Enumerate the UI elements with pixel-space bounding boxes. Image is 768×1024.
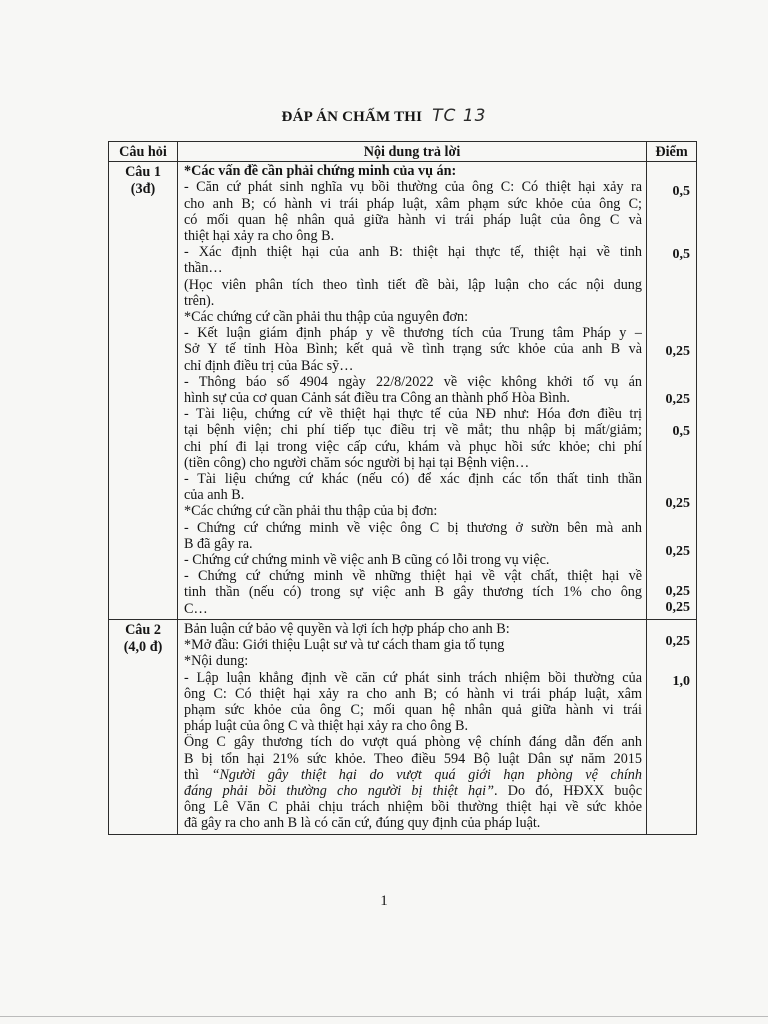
question-2-label: Câu 2: [125, 621, 161, 638]
question-2-content: [178, 619, 647, 834]
quote-line: [184, 783, 642, 799]
table-row-question-2: [109, 619, 697, 834]
content-line: thì: [184, 766, 199, 783]
score-value: 0,25: [665, 544, 690, 560]
score-value: 0,25: [665, 584, 690, 600]
score-value: 0,5: [672, 247, 690, 263]
content-line: B bị tổn hại 21% sức khỏe. Theo điều 594 Bộ luật Dân sự năm 2015: [184, 750, 642, 767]
content-line: - Lập luận khẳng định về căn cứ phát sinh trách nhiệm bồi thường của: [184, 669, 642, 686]
title-text: ĐÁP ÁN CHẤM THI: [281, 109, 423, 125]
content-line: phạm sức khỏe của ông C; mối quan hệ nhân quả giữa hành vi trái: [184, 701, 642, 718]
content-line: Bản luận cứ bảo vệ quyền và lợi ích hợp pháp cho anh B:: [184, 620, 510, 637]
header-content: Nội dung trả lời: [178, 142, 647, 162]
quote-line: [184, 767, 642, 783]
content-line: - Tài liệu, chứng cứ về thiệt hại thực tế của NĐ như: Hóa đơn điều trị: [184, 406, 642, 423]
content-line: Sở Y tế tỉnh Hòa Bình; kết quả về tình trạng sức khỏe của anh B và: [184, 341, 642, 358]
header-score: Điểm: [647, 142, 697, 162]
question-1-points: (3đ): [130, 181, 156, 198]
content-line: - Xác định thiệt hại của anh B: thiệt hại thực tế, thiệt hại về tinh: [184, 244, 642, 261]
content-line: pháp luật của ông C và thiệt hại xảy ra cho ông B.: [184, 718, 469, 735]
content-line: trên).: [184, 292, 215, 309]
content-line: *Các vấn đề cần phải chứng minh của vụ án:: [184, 163, 457, 180]
header-question: Câu hỏi: [109, 142, 178, 162]
content-line: - Căn cứ phát sinh nghĩa vụ bồi thường của ông C: Có thiệt hại xảy ra: [184, 179, 642, 196]
question-2-cell: [109, 619, 178, 834]
score-value: 0,25: [665, 344, 690, 360]
content-line: có mối quan hệ nhân quả giữa hành vi trái pháp luật của ông C và: [184, 211, 642, 228]
content-line: ông Lê Văn C phải chịu trách nhiệm bồi thường thiệt hại về sức khỏe: [184, 799, 642, 816]
content-line: ông C: Có thiệt hại xảy ra cho anh B; có hành vi trái pháp luật, xâm: [184, 685, 642, 702]
content-line: - Kết luận giám định pháp y về thương tích của Trung tâm Pháp y –: [184, 325, 642, 342]
content-line: hình sự của cơ quan Cảnh sát điều tra Công an thành phố Hòa Bình.: [184, 390, 570, 407]
content-line: (tiền công) cho người chăm sóc người bị hại tại Bệnh viện…: [184, 454, 530, 471]
content-line: C…: [184, 600, 208, 617]
document-title: [0, 106, 768, 126]
content-line: - Thông báo số 4904 ngày 22/8/2022 về việc không khởi tố vụ án: [184, 373, 642, 390]
content-line: tại bệnh viện; chi phí tiếp tục điều trị về mắt; thu nhập bị mất/giảm;: [184, 422, 642, 439]
score-value: 0,5: [672, 184, 690, 200]
content-line: *Mở đầu: Giới thiệu Luật sư và tư cách tham gia tố tụng: [184, 637, 505, 654]
score-value: 0,5: [672, 424, 690, 440]
answer-table: [108, 141, 697, 835]
question-1-label: Câu 1: [125, 164, 161, 181]
content-line: *Các chứng cứ cần phải thu thập của bị đơn:: [184, 503, 438, 520]
score-value: 0,25: [665, 496, 690, 512]
score-value: 0,25: [665, 600, 690, 616]
score-value: 0,25: [665, 392, 690, 408]
content-line: - Tài liệu chứng cứ khác (nếu có) để xác định các tổn thất tinh thần: [184, 471, 642, 488]
content-line: (Học viên phân tích theo tình tiết đề bài, lập luận cho các nội dung: [184, 276, 642, 293]
handwritten-code: TC 13: [432, 106, 487, 126]
score-value: 0,25: [665, 633, 690, 649]
content-line: - Chứng cứ chứng minh về việc ông C bị thương ở sườn bên mà anh: [184, 519, 642, 536]
question-1-content: [178, 162, 647, 620]
content-line: - Chứng cứ chứng minh về những thiệt hại về vật chất, thiệt hại về: [184, 568, 642, 585]
score-value: 1,0: [672, 673, 690, 689]
content-line: Ông C gây thương tích do vượt quá phòng vệ chính đáng dẫn đến anh: [184, 734, 642, 751]
content-line: B đã gây ra.: [184, 535, 253, 552]
content-line: chi phí đi lại trong việc cấp cứu, khám và phục hồi sức khỏe; chi phí: [184, 438, 642, 455]
content-line: cho anh B; có hành vi trái pháp luật, xâm phạm sức khỏe của ông C;: [184, 195, 642, 212]
table-header-row: [109, 142, 697, 162]
content-line: thần…: [184, 260, 223, 277]
content-line: - Chứng cứ chứng minh về việc anh B cũng có lỗi trong vụ việc.: [184, 552, 550, 569]
question-2-points: (4,0 đ): [123, 638, 163, 655]
question-2-scores: [647, 619, 697, 834]
bottom-edge-line: [0, 1016, 768, 1017]
content-line: chỉ định điều trị của Bác sỹ…: [184, 357, 354, 374]
content-line: thiệt hại xảy ra cho ông B.: [184, 228, 335, 245]
content-line: . Do đó, HĐXX buộc: [494, 782, 642, 799]
content-line: *Nội dung:: [184, 653, 249, 670]
content-line: tinh thần (nếu có) trong sự việc anh B gây thương tích 1% cho ông: [184, 584, 642, 601]
content-line: *Các chứng cứ cần phải thu thập của nguyên đơn:: [184, 309, 469, 326]
table-row-question-1: [109, 162, 697, 620]
content-line: của anh B.: [184, 487, 245, 504]
question-1-scores: [647, 162, 697, 620]
quote-text: đáng phải bồi thường cho người bị thiệt hại”: [184, 782, 495, 799]
question-1-cell: [109, 162, 178, 620]
page-number: 1: [380, 893, 388, 909]
quote-text: “Người gây thiệt hại do vượt quá giới hạn phòng vệ chính: [211, 766, 642, 783]
content-line: đã gây ra cho anh B là có căn cứ, đúng quy định của pháp luật.: [184, 815, 541, 832]
